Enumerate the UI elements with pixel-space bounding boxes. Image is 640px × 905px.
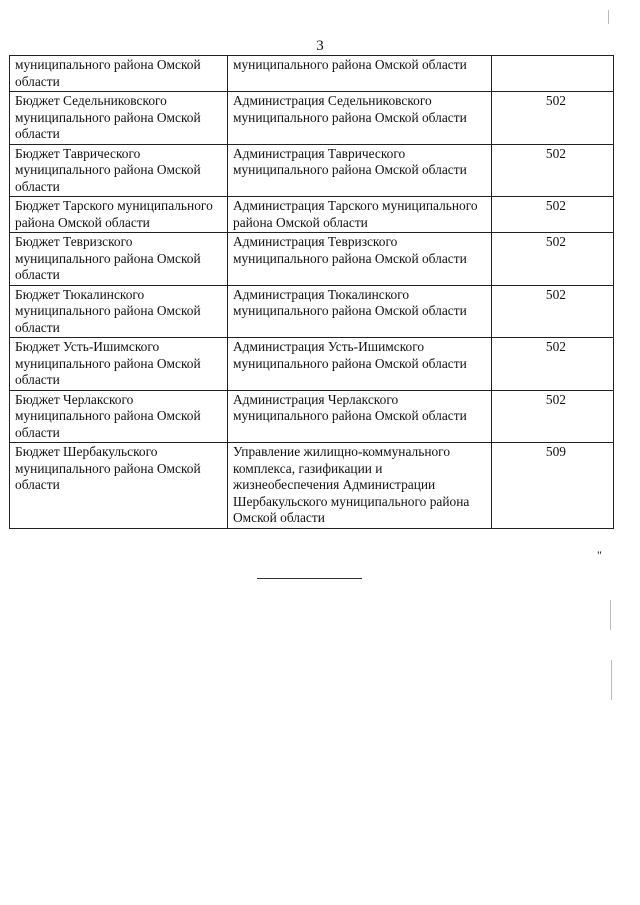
- administrator-cell: Администрация Тюкалинского муниципального района Омской области: [228, 285, 492, 338]
- code-cell: 502: [492, 92, 614, 145]
- page-number: 3: [316, 38, 324, 54]
- closing-quote-mark: ": [597, 548, 602, 562]
- administrator-cell: Администрация Таврического муниципального района Омской области: [228, 144, 492, 197]
- code-cell: 502: [492, 390, 614, 443]
- budget-cell: Бюджет Седельниковского муниципального района Омской области: [10, 92, 228, 145]
- budget-cell: муниципального района Омской области: [10, 56, 228, 92]
- table-row: [10, 144, 614, 197]
- code-cell: 502: [492, 197, 614, 233]
- budget-cell: Бюджет Тарского муниципального района Омской области: [10, 197, 228, 233]
- budget-cell: Бюджет Тюкалинского муниципального района Омской области: [10, 285, 228, 338]
- budget-cell: Бюджет Черлакского муниципального района Омской области: [10, 390, 228, 443]
- table-row: [10, 443, 614, 529]
- table-row: [10, 390, 614, 443]
- code-cell: [492, 56, 614, 92]
- budget-cell: Бюджет Таврического муниципального района Омской области: [10, 144, 228, 197]
- budget-cell: Бюджет Усть-Ишимского муниципального района Омской области: [10, 338, 228, 391]
- table-row: [10, 338, 614, 391]
- table-row: [10, 197, 614, 233]
- table-row: [10, 92, 614, 145]
- administrator-cell: Администрация Усть-Ишимского муниципального района Омской области: [228, 338, 492, 391]
- scan-mark: [608, 10, 609, 24]
- budget-administrators-table: [9, 55, 614, 529]
- budget-cell: Бюджет Тевризского муниципального района Омской области: [10, 233, 228, 286]
- code-cell: 502: [492, 233, 614, 286]
- scan-mark: [610, 600, 611, 630]
- administrator-cell: Администрация Черлакского муниципального района Омской области: [228, 390, 492, 443]
- scan-mark: [611, 660, 612, 700]
- administrator-cell: Администрация Тарского муниципального района Омской области: [228, 197, 492, 233]
- administrator-cell: Администрация Тевризского муниципального района Омской области: [228, 233, 492, 286]
- code-cell: 509: [492, 443, 614, 529]
- administrator-cell: Администрация Седельниковского муниципального района Омской области: [228, 92, 492, 145]
- table-row: [10, 233, 614, 286]
- administrator-cell: муниципального района Омской области: [228, 56, 492, 92]
- end-rule: [257, 578, 362, 579]
- table-row: [10, 285, 614, 338]
- administrator-cell: Управление жилищно-коммунального комплекса, газификации и жизнеобеспечения Администрации Шербакульского муниципального района Омской области: [228, 443, 492, 529]
- table-row: [10, 56, 614, 92]
- code-cell: 502: [492, 338, 614, 391]
- budget-cell: Бюджет Шербакульского муниципального района Омской области: [10, 443, 228, 529]
- code-cell: 502: [492, 144, 614, 197]
- code-cell: 502: [492, 285, 614, 338]
